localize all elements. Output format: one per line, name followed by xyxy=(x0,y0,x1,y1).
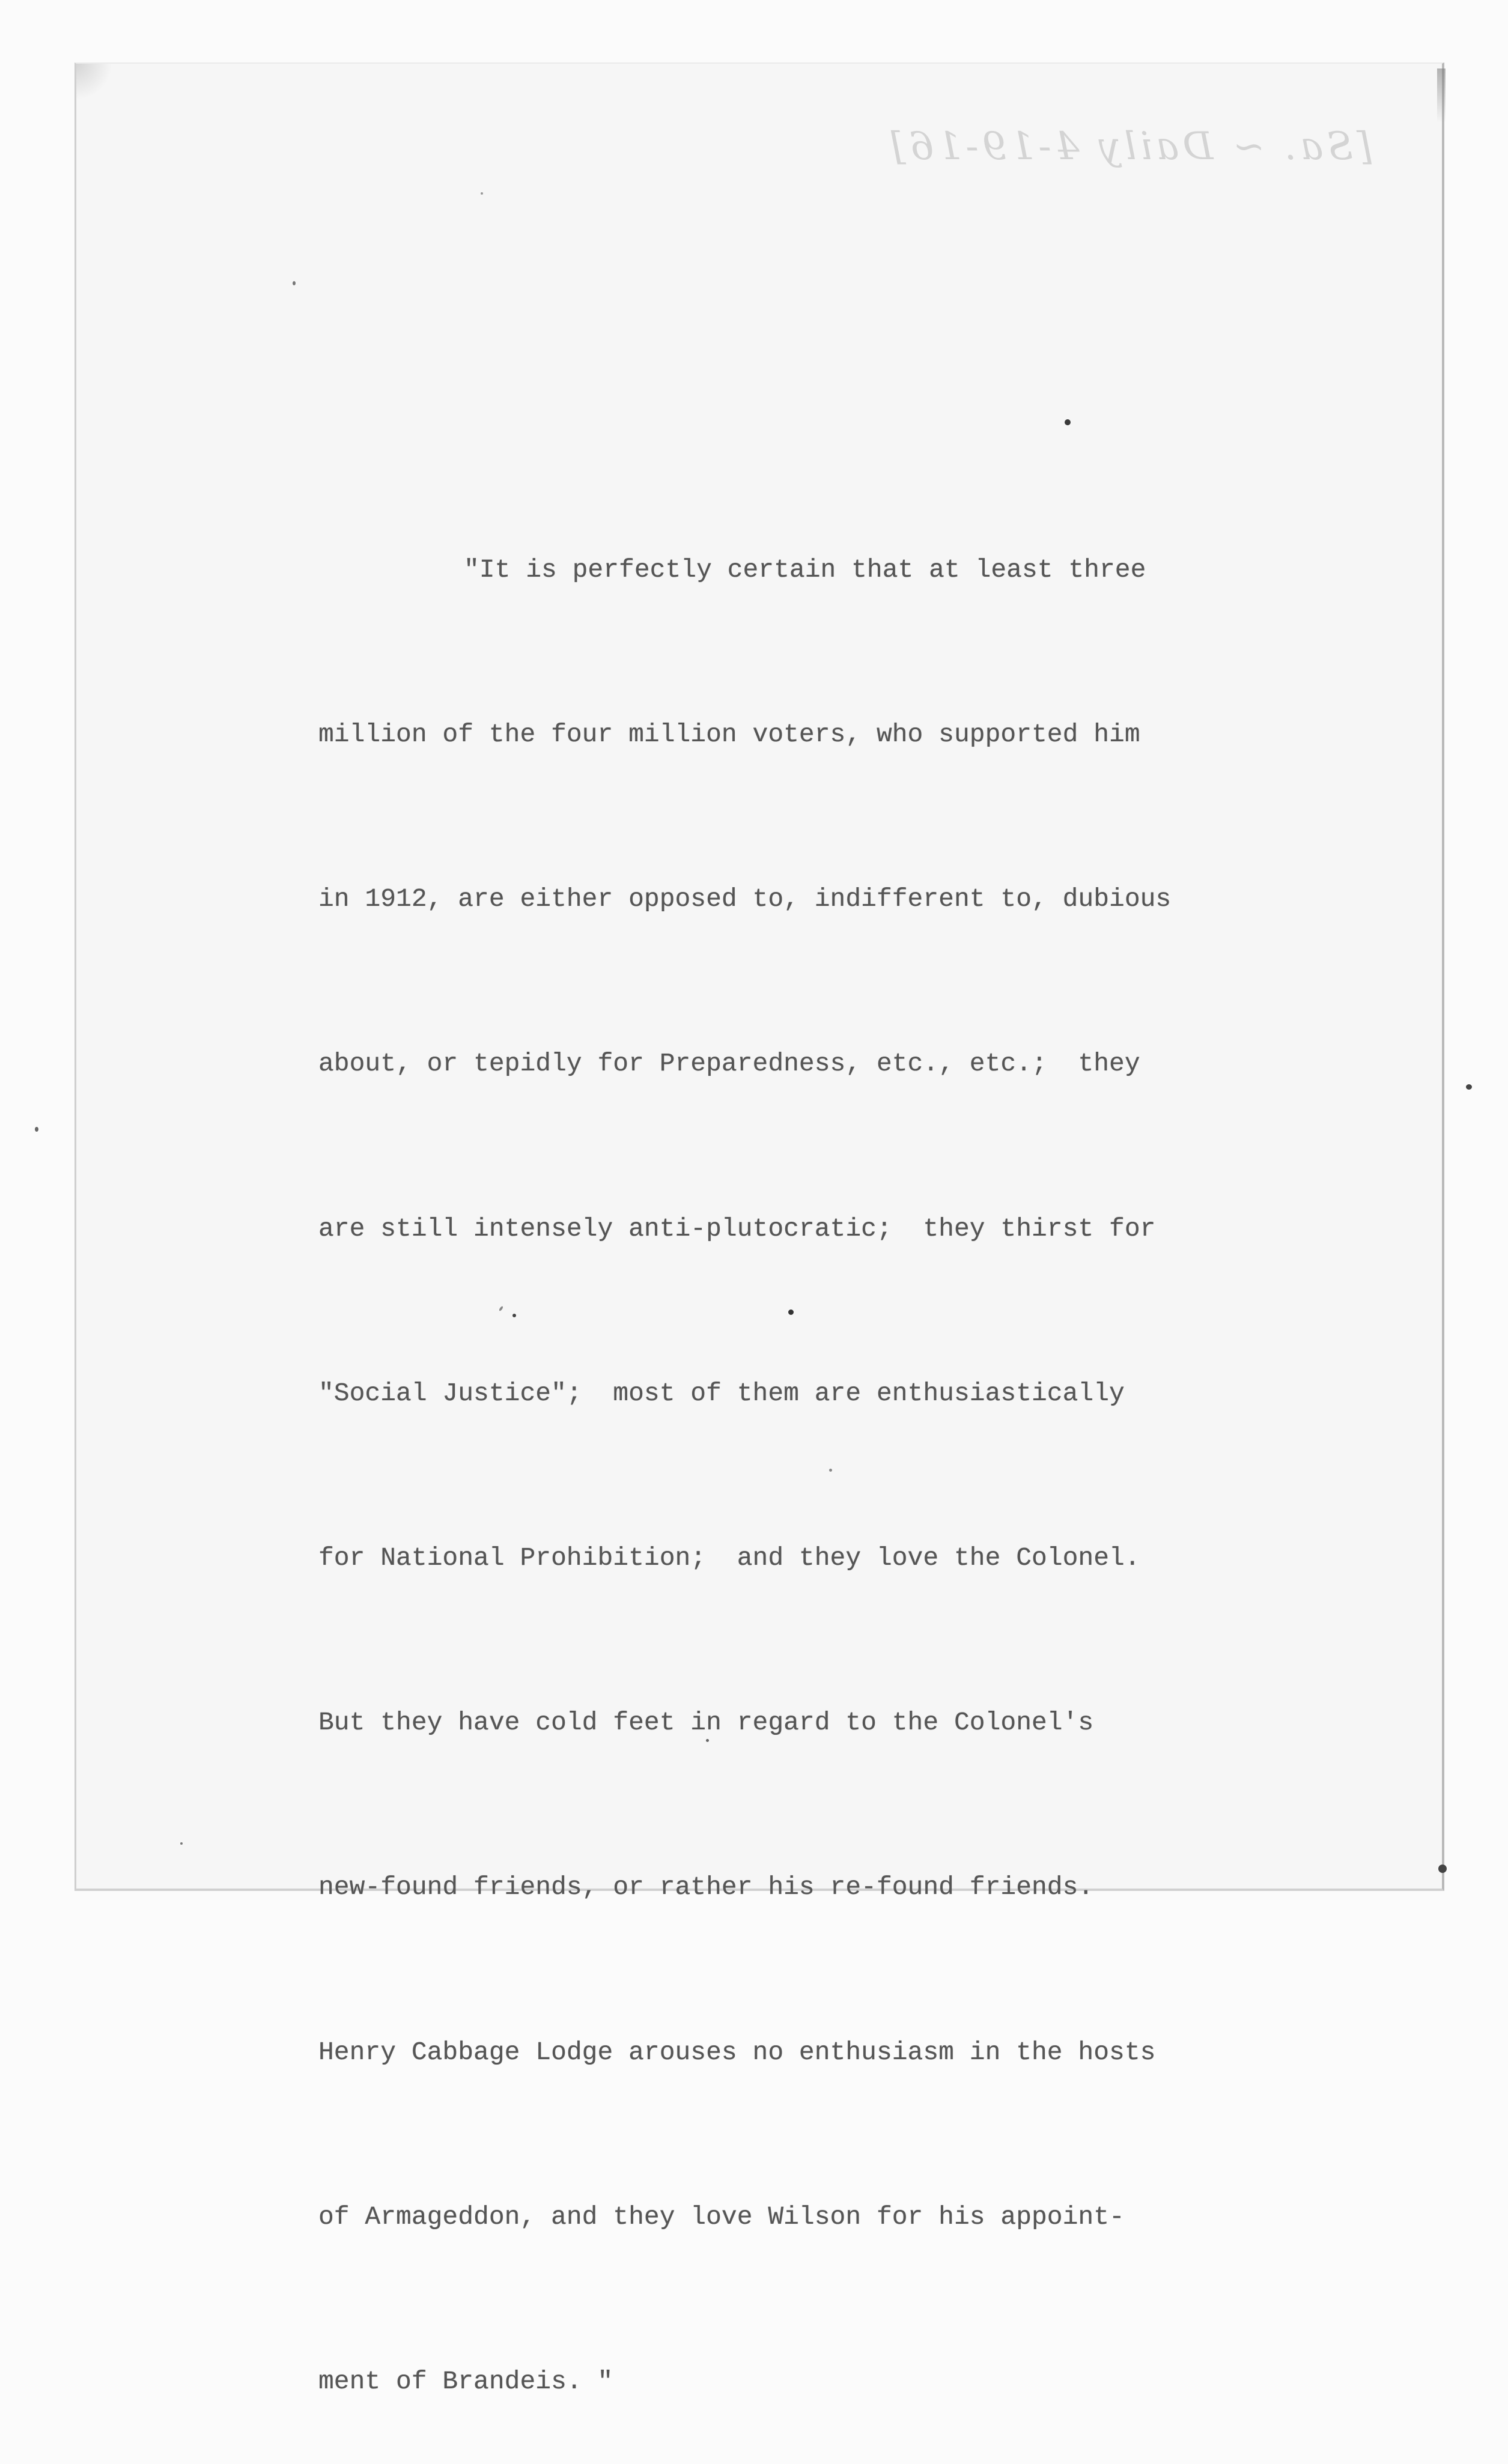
scan-speck xyxy=(180,1842,183,1845)
text-line: million of the four million voters, who supported him xyxy=(318,720,1140,750)
text-line: in 1912, are either opposed to, indifferent to, dubious xyxy=(318,884,1172,914)
scan-speck xyxy=(706,1739,709,1742)
page-edge-shadow xyxy=(1437,68,1446,123)
scan-speck xyxy=(1065,419,1071,425)
page-corner-mark xyxy=(1438,1865,1447,1873)
text-line: ment of Brandeis. " xyxy=(318,2367,613,2397)
scan-speck xyxy=(512,1314,516,1317)
scan-speck xyxy=(481,192,483,195)
text-line: new-found friends, or rather his re-found friends. xyxy=(318,1872,1094,1902)
scan-speck xyxy=(1466,1084,1472,1090)
text-line: about, or tepidly for Preparedness, etc., etc.; they xyxy=(318,1049,1140,1079)
scan-speck xyxy=(788,1309,794,1315)
text-line: for National Prohibition; and they love the Colonel. xyxy=(318,1543,1140,1573)
text-line: of Armageddon, and they love Wilson for his appoint- xyxy=(318,2202,1125,2232)
scan-speck xyxy=(829,1469,832,1472)
scan-speck xyxy=(293,281,296,285)
text-line: are still intensely anti-plutocratic; they thirst for xyxy=(318,1213,1156,1243)
page-corner-shadow xyxy=(76,64,112,100)
text-line: Henry Cabbage Lodge arouses no enthusiasm in the hosts xyxy=(318,2037,1156,2067)
typewritten-quote xyxy=(318,432,1280,2464)
text-line: "Social Justice"; most of them are enthusiastically xyxy=(318,1378,1125,1408)
scan-speck xyxy=(35,1127,38,1132)
text-line: "It is perfectly certain that at least three xyxy=(464,554,1146,584)
text-line: But they have cold feet in regard to the Colonel's xyxy=(318,1708,1094,1738)
handwritten-annotation: [Sa. ~ Daily 4-19-16] xyxy=(887,124,1372,169)
